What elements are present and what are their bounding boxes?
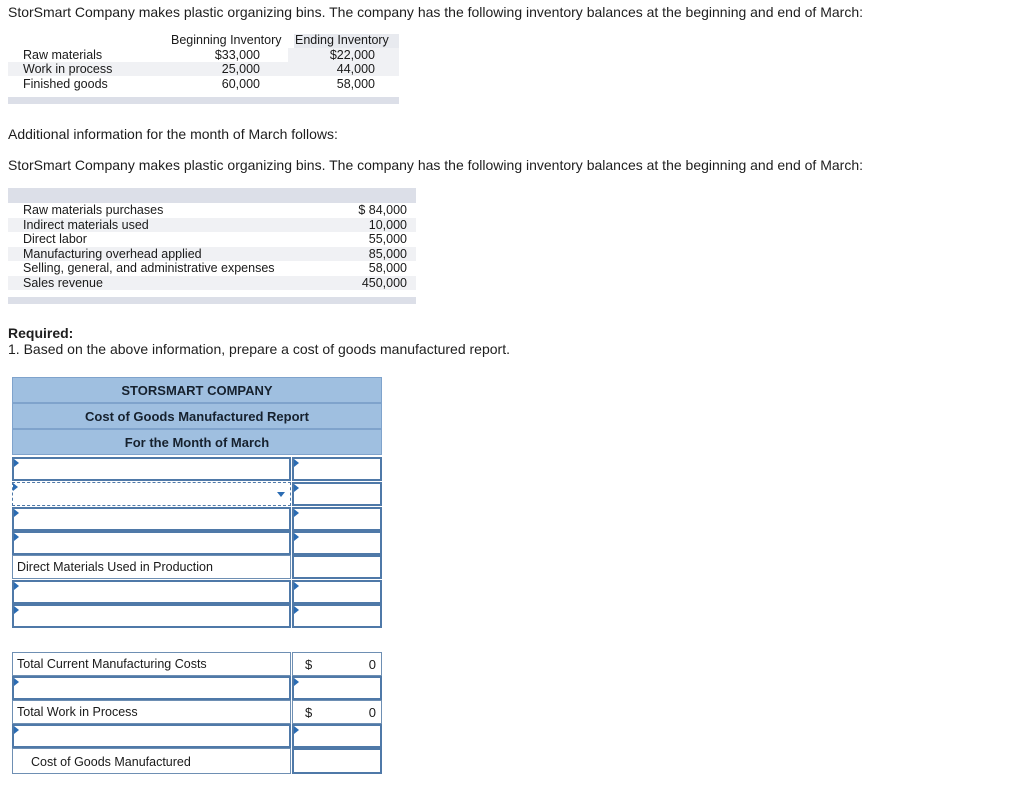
report-company: STORSMART COMPANY [12,377,382,403]
input-marker-icon [14,533,19,541]
march-row: Manufacturing overhead applied 85,000 [8,247,416,261]
input-marker-icon [294,509,299,517]
report-row [12,652,382,676]
report-row [12,724,382,748]
label-input[interactable] [12,604,291,628]
report-row [12,748,382,774]
inventory-row: Work in process 25,000 44,000 [8,62,399,76]
report-row [12,700,382,724]
input-marker-icon [14,509,19,517]
amount-input[interactable] [292,724,382,748]
table-divider [8,97,399,104]
report-row [12,457,382,481]
report-period: For the Month of March [12,429,382,455]
label-input[interactable] [12,580,291,604]
input-marker-icon [294,582,299,590]
amount-input[interactable] [292,457,382,481]
total-current-symbol: $ [305,657,313,672]
label-input[interactable] [12,724,291,748]
amount-input[interactable] [292,482,382,506]
inventory-row: Finished goods 60,000 58,000 [23,77,375,91]
inventory-row: Raw materials $33,000 $22,000 [8,48,399,62]
direct-materials-label: Direct Materials Used in Production [17,560,213,574]
report-row [12,604,382,628]
report-row [12,507,382,531]
col-beginning-header: Beginning Inventory [171,33,282,47]
march-row: Sales revenue 450,000 [8,276,416,290]
total-wip-value: 0 [368,705,376,720]
march-row: Selling, general, and administrative expenses 58,000 [23,261,407,275]
input-marker-icon [294,606,299,614]
amount-input[interactable] [292,580,382,604]
required-heading: Required: [8,325,74,341]
input-marker-icon [294,459,299,467]
amount-input[interactable] [292,676,382,700]
input-marker-icon [14,726,19,734]
total-current-value: 0 [368,657,376,672]
additional-info-text: Additional information for the month of March follows: [8,126,338,142]
amount-input[interactable] [292,748,382,774]
chevron-down-icon[interactable] [277,492,285,497]
total-wip-label: Total Work in Process [17,705,138,719]
march-row: Direct labor 55,000 [23,232,407,246]
report-title: Cost of Goods Manufactured Report [12,403,382,429]
march-row: Indirect materials used 10,000 [8,218,416,232]
input-marker-icon [14,678,19,686]
march-row: Raw materials purchases $ 84,000 [23,203,407,217]
amount-input[interactable] [292,604,382,628]
required-item: 1. Based on the above information, prepare a cost of goods manufactured report. [8,341,510,357]
account-dropdown[interactable] [12,482,291,506]
amount-input[interactable] [292,531,382,555]
amount-input[interactable] [292,507,382,531]
report-row [12,676,382,700]
intro-text: StorSmart Company makes plastic organizing bins. The company has the following inventory balances at the beginning and end of March: [8,4,863,20]
intro-repeat-text: StorSmart Company makes plastic organizing bins. The company has the following inventory balances at the beginning and end of March: [8,157,863,173]
label-input[interactable] [12,531,291,555]
input-marker-icon [294,726,299,734]
input-marker-icon [14,459,19,467]
label-input[interactable] [12,507,291,531]
amount-input[interactable] [292,555,382,579]
label-input[interactable] [12,457,291,481]
report-row [12,580,382,604]
input-marker-icon [14,606,19,614]
col-ending-header: Ending Inventory [295,33,389,47]
report-row [12,555,382,579]
table-divider [8,297,416,304]
input-marker-icon [294,533,299,541]
report-row [12,482,382,506]
total-wip-symbol: $ [305,705,313,720]
label-input[interactable] [12,676,291,700]
report-row [12,531,382,555]
input-marker-icon [294,484,299,492]
input-marker-icon [13,483,18,491]
input-marker-icon [294,678,299,686]
total-current-label: Total Current Manufacturing Costs [17,657,207,671]
input-marker-icon [14,582,19,590]
cogm-label: Cost of Goods Manufactured [31,755,191,769]
